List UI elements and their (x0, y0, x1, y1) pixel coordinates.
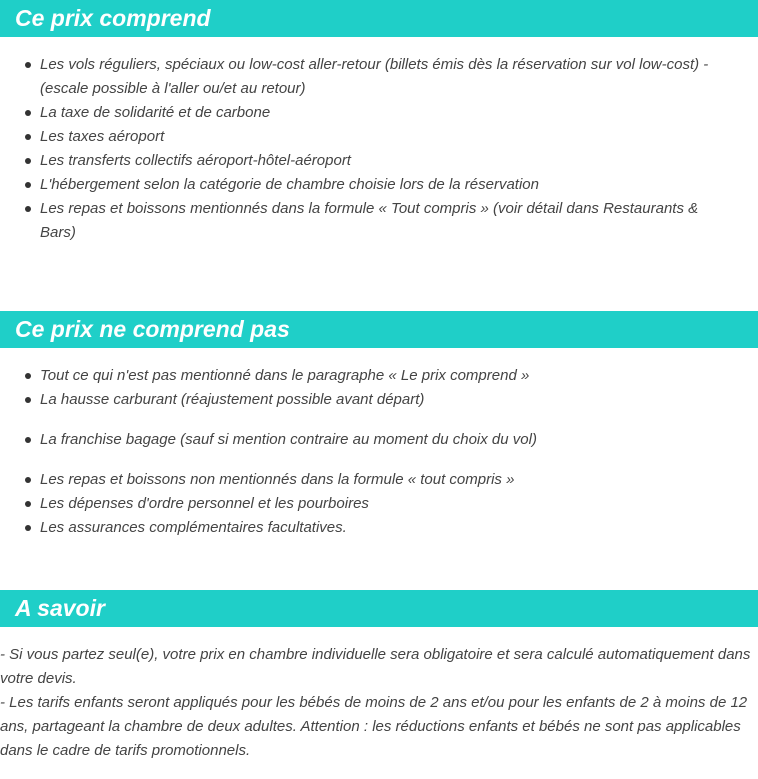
list-item: Les assurances complémentaires facultatives. (0, 516, 758, 540)
list-item: Les dépenses d'ordre personnel et les pourboires (0, 492, 758, 516)
info-paragraph: - Si vous partez seul(e), votre prix en chambre individuelle sera obligatoire et sera calculé automatiquement dans votre devis. (0, 646, 751, 687)
list-item: L'hébergement selon la catégorie de chambre choisie lors de la réservation (0, 173, 758, 197)
list-item: Tout ce qui n'est pas mentionné dans le paragraphe « Le prix comprend » (0, 364, 758, 388)
list-item: Les vols réguliers, spéciaux ou low-cost aller-retour (billets émis dès la réservation sur vol low-cost) - (escale possible à l'aller ou/et au retour) (0, 53, 758, 101)
list-item: La hausse carburant (réajustement possible avant départ) (0, 388, 758, 412)
list-item: La taxe de solidarité et de carbone (0, 101, 758, 125)
section-title-excluded: Ce prix ne comprend pas (15, 316, 290, 342)
section-title-info: A savoir (15, 595, 105, 621)
list-item: Les repas et boissons non mentionnés dans la formule « tout compris » (0, 468, 758, 492)
list-item: Les repas et boissons mentionnés dans la formule « Tout compris » (voir détail dans Restaurants & Bars) (0, 197, 758, 245)
section-header-info (0, 590, 758, 627)
list-item: Les taxes aéroport (0, 125, 758, 149)
included-list (0, 53, 758, 245)
list-item: La franchise bagage (sauf si mention contraire au moment du choix du vol) (0, 428, 758, 452)
section-header-excluded (0, 311, 758, 348)
section-title-included: Ce prix comprend (15, 5, 211, 31)
section-header-included (0, 0, 758, 37)
list-item: Les transferts collectifs aéroport-hôtel-aéroport (0, 149, 758, 173)
excluded-list (0, 364, 758, 540)
info-text (0, 643, 752, 763)
info-paragraph: - Les tarifs enfants seront appliqués pour les bébés de moins de 2 ans et/ou pour les enfants de 2 à moins de 12 ans, partageant la chambre de deux adultes. Attention : les réductions enfants et bébés ne sont pas applicables dans le cadre de tarifs promotionnels. (0, 694, 748, 759)
